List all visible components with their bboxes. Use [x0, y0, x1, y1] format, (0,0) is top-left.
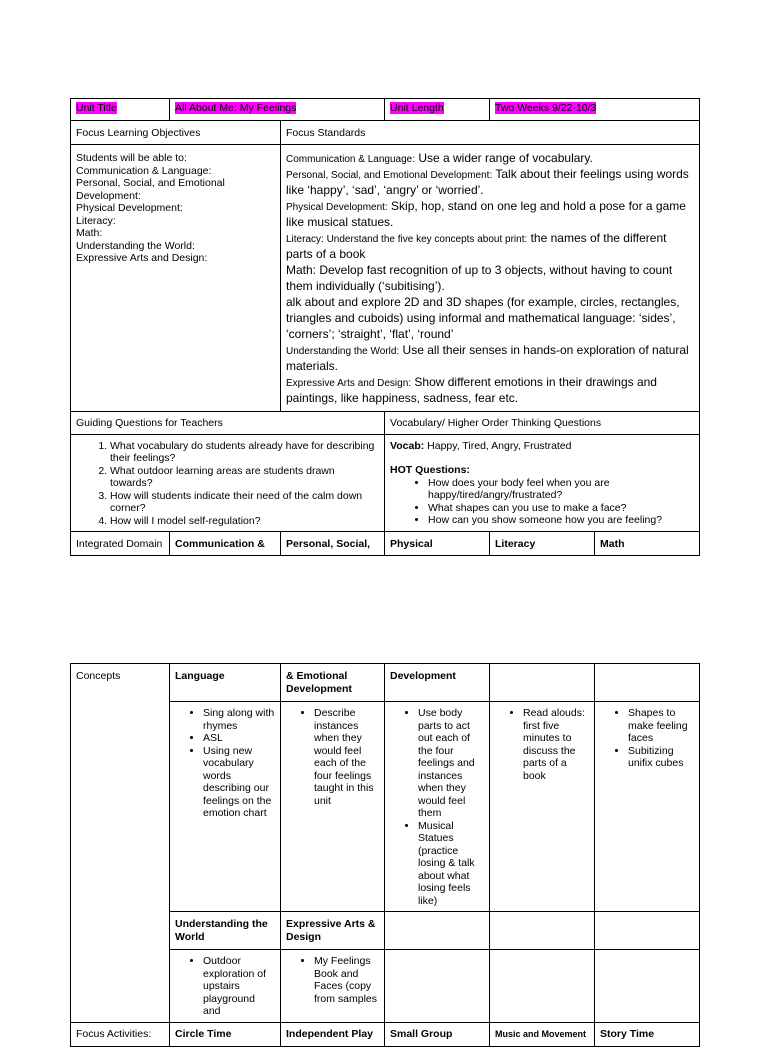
- concept-col: [490, 664, 595, 702]
- unit-length: Two Weeks 9/22-10/3: [495, 102, 597, 114]
- objective-line: Physical Development:: [76, 202, 183, 214]
- unit-title-cell: [170, 99, 385, 121]
- focus-col: Small Group: [385, 1022, 490, 1046]
- guiding-question: 2. What outdoor learning areas are students drawn towards?: [110, 465, 379, 490]
- unit-plan-table: [70, 98, 700, 556]
- concept-col: Development: [385, 664, 490, 702]
- standard-item: Personal, Social, and Emotional Development: Talk about their feelings using words like ‘happy’, ‘sad’, ‘angry’ or ‘worried’.: [286, 167, 689, 197]
- guiding-label: Guiding Questions for Teachers: [71, 412, 385, 435]
- focus-activities-row: [71, 1022, 700, 1046]
- focus-label: Focus Activities:: [71, 1022, 170, 1046]
- guiding-question: 3. How will students indicate their need of the calm down corner?: [110, 490, 379, 515]
- domain-col: Math: [595, 532, 700, 556]
- concept-cell: [170, 950, 281, 1023]
- hot-label: HOT Questions:: [390, 464, 470, 476]
- concept-item: • Using new vocabulary words describing our feelings on the emotion chart: [203, 745, 275, 820]
- objectives-label: Focus Learning Objectives: [71, 121, 281, 145]
- standard-item: alk about and explore 2D and 3D shapes (for example, circles, rectangles, triangles and cuboids) using informal and mathematical language: ‘sides’, ‘corners’; ‘straight’, ‘flat’, ‘round’: [286, 295, 680, 341]
- concepts-table: [70, 663, 700, 1047]
- unit-length-cell: [490, 99, 700, 121]
- objective-line: Literacy:: [76, 214, 116, 227]
- concept-cell: [170, 702, 281, 912]
- concept-item: • ASL: [203, 732, 275, 745]
- concept-item: • Outdoor exploration of upstairs playground and: [203, 955, 275, 1018]
- guiding-question: 4. How will I model self-regulation?: [110, 515, 379, 528]
- concept-item: • Describe instances when they would feel each of the four feelings taught in this unit: [314, 707, 379, 807]
- concept-col: & Emotional Development: [281, 664, 385, 702]
- empty-cell: [490, 950, 595, 1023]
- focus-col: Story Time: [595, 1022, 700, 1046]
- concept-cell: [385, 702, 490, 912]
- concept-item: • Subitizing unifix cubes: [628, 745, 694, 770]
- concept-item: • Musical Statues (practice losing & talk about what losing feels like): [418, 820, 484, 908]
- guiding-row: [71, 434, 700, 532]
- empty-cell: [595, 912, 700, 950]
- domain-col: Personal, Social,: [281, 532, 385, 556]
- vocab-label: Vocabulary/ Higher Order Thinking Questions: [385, 412, 700, 435]
- concept-item: • Read alouds: first five minutes to discuss the parts of a book: [523, 707, 589, 782]
- objectives-row: [71, 145, 700, 412]
- objectives-list: [71, 145, 281, 412]
- hot-question: • How can you show someone how you are feeling?: [428, 514, 694, 527]
- objectives-header-row: [71, 121, 700, 145]
- guiding-header-row: [71, 412, 700, 435]
- concept-col: [595, 664, 700, 702]
- concept-item: • Sing along with rhymes: [203, 707, 275, 732]
- concept-cell: [281, 702, 385, 912]
- domain-label: Integrated Domain: [71, 532, 170, 556]
- standards-label: Focus Standards: [281, 121, 700, 145]
- concepts-header-row: [71, 664, 700, 702]
- domain-row: [71, 532, 700, 556]
- empty-cell: [490, 912, 595, 950]
- guiding-questions: [71, 434, 385, 532]
- objective-line: Expressive Arts and Design:: [76, 252, 208, 264]
- concepts-label: Concepts: [71, 664, 170, 1023]
- concept-col: Expressive Arts & Design: [281, 912, 385, 950]
- concept-item: • Use body parts to act out each of the four feelings and instances when they would feel them: [418, 707, 484, 820]
- domain-col: Communication &: [170, 532, 281, 556]
- unit-length-label: Unit Length: [390, 102, 444, 114]
- standard-item: Math: Develop fast recognition of up to 3 objects, without having to count them individually (‘subitising’).: [286, 263, 673, 293]
- concept-col: Language: [170, 664, 281, 702]
- vocab-line: Vocab: Happy, Tired, Angry, Frustrated: [390, 439, 572, 452]
- guiding-question: 1. What vocabulary do students already have for describing their feelings?: [110, 440, 379, 465]
- unit-length-label-cell: [385, 99, 490, 121]
- unit-title-label: Unit Title: [76, 102, 117, 114]
- domain-col: Literacy: [490, 532, 595, 556]
- objective-line: Understanding the World:: [76, 239, 195, 252]
- objective-line: Math:: [76, 227, 103, 239]
- domain-col: Physical: [385, 532, 490, 556]
- standards-list: [281, 145, 700, 412]
- focus-col: Circle Time: [170, 1022, 281, 1046]
- unit-header-row: [71, 99, 700, 121]
- empty-cell: [385, 950, 490, 1023]
- concept-cell: [490, 702, 595, 912]
- focus-col: Independent Play: [281, 1022, 385, 1046]
- concept-item: • Shapes to make feeling faces: [628, 707, 694, 745]
- objective-line: Communication & Language:: [76, 164, 212, 177]
- standard-item: Physical Development: Skip, hop, stand on one leg and hold a pose for a game like musical statues.: [286, 199, 686, 229]
- focus-col: Music and Movement: [490, 1022, 595, 1046]
- objective-line: Students will be able to:: [76, 152, 187, 164]
- hot-question: • What shapes can you use to make a face?: [428, 502, 694, 515]
- standard-item: Communication & Language: Use a wider range of vocabulary.: [286, 151, 593, 165]
- unit-title: All About Me: My Feelings: [175, 102, 297, 114]
- concept-col: Understanding the World: [170, 912, 281, 950]
- objective-line: Personal, Social, and Emotional Development:: [76, 177, 225, 202]
- hot-question: • How does your body feel when you are happy/tired/angry/frustrated?: [428, 477, 694, 502]
- concept-cell: [281, 950, 385, 1023]
- concept-item: • My Feelings Book and Faces (copy from samples: [314, 955, 379, 1005]
- standard-item: Literacy: Understand the five key concepts about print: the names of the different parts of a book: [286, 231, 667, 261]
- standard-item: Understanding the World: Use all their senses in hands-on exploration of natural materials.: [286, 343, 689, 373]
- concept-cell: [595, 702, 700, 912]
- unit-title-label-cell: [71, 99, 170, 121]
- standard-item: Expressive Arts and Design: Show different emotions in their drawings and paintings, like happiness, sadness, fear etc.: [286, 375, 657, 405]
- vocab-cell: [385, 434, 700, 532]
- empty-cell: [385, 912, 490, 950]
- empty-cell: [595, 950, 700, 1023]
